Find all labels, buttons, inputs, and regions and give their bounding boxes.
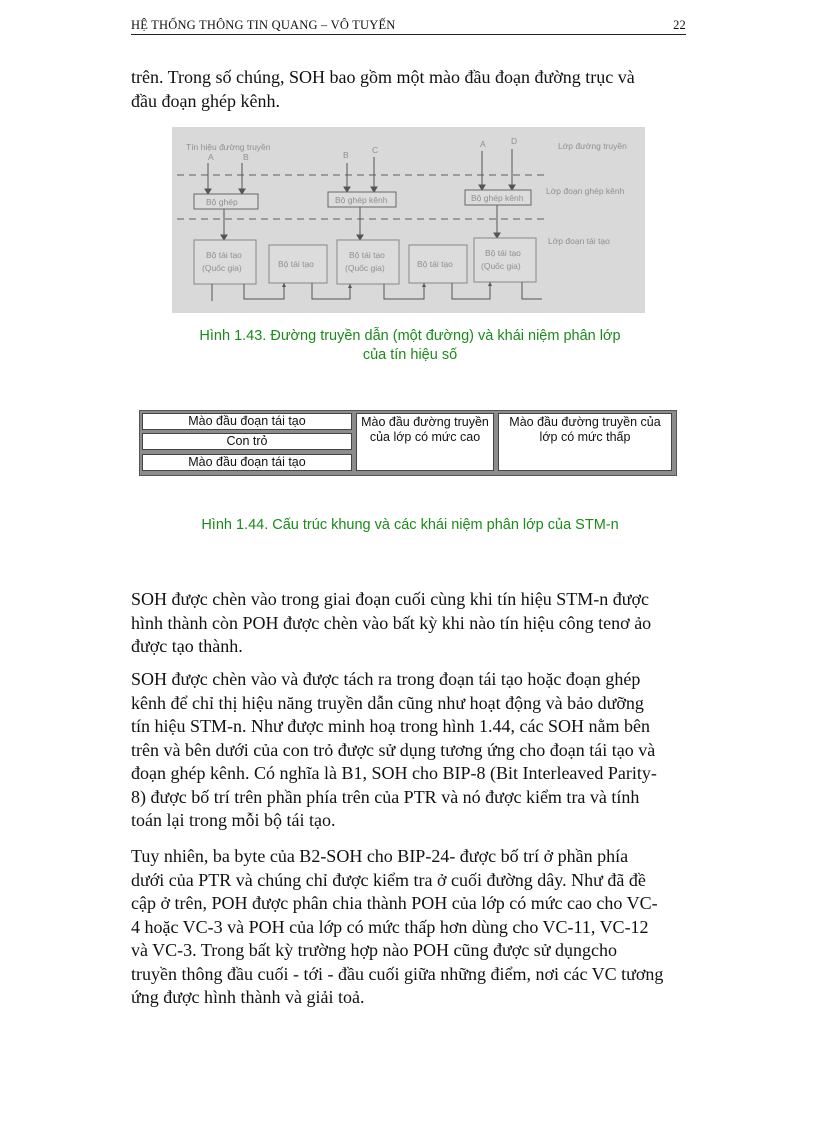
regen-section-overhead-top — [142, 413, 352, 430]
regenerator-sub-label: (Quốc gia) — [202, 263, 242, 273]
regenerator-box — [474, 238, 536, 282]
multiplexer-label: Bộ ghép kênh — [335, 195, 388, 205]
cell-label: Mào đầu đường truyền — [361, 415, 489, 429]
text-line: truyền thông đầu cuối - tới - đầu cuối giữa những điểm, nơi các VC tương — [131, 963, 664, 984]
page-header — [131, 14, 686, 35]
cell-label: Mào đầu đường truyền của — [509, 415, 661, 429]
point-a-label: A — [480, 139, 486, 149]
regenerator-label: Bộ tái tạo — [485, 248, 521, 258]
regen-layer-label: Lớp đoạn tái tạo — [548, 236, 610, 246]
paragraph-3 — [131, 845, 686, 1010]
cell-label: lớp có mức thấp — [539, 430, 631, 444]
caption-line: Hình 1.43. Đường truyền dẫn (một đường) và khái niệm phân lớp — [199, 328, 621, 344]
regenerator-label: Bộ tái tạo — [278, 259, 314, 269]
cell-label: của lớp có mức cao — [369, 430, 481, 444]
text-line: đầu đoạn ghép kênh. — [131, 90, 280, 111]
regenerator-box — [194, 240, 256, 284]
multiplexer-label: Bộ ghép kênh — [471, 193, 524, 203]
intro-paragraph — [131, 66, 686, 113]
regen-section-overhead-bottom — [142, 454, 352, 471]
regenerator-label: Bộ tái tạo — [206, 250, 242, 260]
point-c-label: C — [372, 145, 379, 155]
header-title: HỆ THỐNG THÔNG TIN QUANG – VÔ TUYẾN — [131, 18, 396, 32]
high-order-path-overhead — [356, 413, 494, 471]
point-a-label: A — [208, 152, 214, 162]
low-order-path-overhead — [498, 413, 672, 471]
cell-label: Mào đầu đoạn tái tạo — [188, 455, 306, 469]
regenerator-box — [337, 240, 399, 284]
text-line: kênh để chỉ thị hiệu năng truyền dẫn cũng như hoạt động và bảo dưỡng — [131, 692, 644, 713]
path-signal-label: Tín hiệu đường truyền — [186, 142, 271, 152]
text-line: tín hiệu STM-n. Như được minh hoạ trong hình 1.44, các SOH nằm bên — [131, 716, 650, 736]
point-d-label: D — [511, 136, 518, 146]
multiplexer-label: Bộ ghép — [206, 197, 238, 207]
regenerator-label: Bộ tái tạo — [417, 259, 453, 269]
point-b-label: B — [343, 150, 349, 160]
text-line: trên. Trong số chúng, SOH bao gồm một mào đầu đoạn đường trục và — [131, 67, 635, 87]
figure-1-43-diagram — [172, 127, 645, 313]
text-line: dưới của PTR và chúng chỉ được kiểm tra ở cuối đường dây. Như đã đề — [131, 869, 646, 890]
text-line: cập ở trên, POH được phân chia thành POH của lớp có mức cao cho VC- — [131, 893, 658, 913]
figure-1-44-caption: Hình 1.44. Cấu trúc khung và các khái niệm phân lớp của STM-n — [201, 517, 619, 533]
caption-line: của tín hiệu số — [362, 347, 458, 363]
text-line: SOH được chèn vào trong giai đoạn cuối cùng khi tín hiệu STM-n được — [131, 589, 649, 609]
paragraph-2 — [131, 668, 686, 833]
paragraph-1 — [131, 588, 686, 659]
text-line: SOH được chèn vào và được tách ra trong đoạn tái tạo hoặc đoạn ghép — [131, 669, 641, 689]
page-number: 22 — [673, 18, 686, 32]
point-b-label: B — [243, 152, 249, 162]
text-line: 4 hoặc VC-3 và POH của lớp có mức thấp hơn dùng cho VC-11, VC-12 — [131, 916, 649, 937]
regenerator-links — [212, 282, 542, 301]
layer-diagram-svg — [172, 127, 645, 313]
mux-layer-label: Lớp đoạn ghép kênh — [546, 186, 625, 196]
regenerator-sub-label: (Quốc gia) — [345, 263, 385, 273]
text-line: trên và bên dưới của con trỏ được sử dụng tương ứng cho đoạn tái tạo và — [131, 739, 656, 760]
pointer-cell — [142, 433, 352, 450]
text-line: Tuy nhiên, ba byte của B2-SOH cho BIP-24- được bố trí ở phần phía — [131, 846, 629, 866]
text-line: 8) được bố trí trên phần phía trên của PTR và nó được kiểm tra và tính — [131, 786, 640, 807]
cell-label: Mào đầu đoạn tái tạo — [188, 414, 306, 428]
text-line: toán lại trong mỗi bộ tái tạo. — [131, 810, 336, 830]
text-line: ứng được hình thành và giải toả. — [131, 987, 365, 1007]
text-line: hình thành còn POH được chèn vào bất kỳ khi nào tín hiệu công tenơ ảo — [131, 612, 652, 633]
text-line: đoạn ghép kênh. Có nghĩa là B1, SOH cho BIP-8 (Bit Interleaved Parity- — [131, 763, 657, 783]
regenerator-label: Bộ tái tạo — [349, 250, 385, 260]
cell-label: Con trỏ — [226, 434, 268, 448]
figure-1-43-caption — [140, 327, 680, 365]
text-line: được tạo thành. — [131, 636, 243, 656]
stm-frame-structure — [139, 410, 677, 476]
path-layer-label: Lớp đường truyền — [558, 141, 627, 151]
regenerator-sub-label: (Quốc gia) — [481, 261, 521, 271]
text-line: và VC-3. Trong bất kỳ trường hợp nào POH cũng được sử dụngcho — [131, 940, 617, 960]
